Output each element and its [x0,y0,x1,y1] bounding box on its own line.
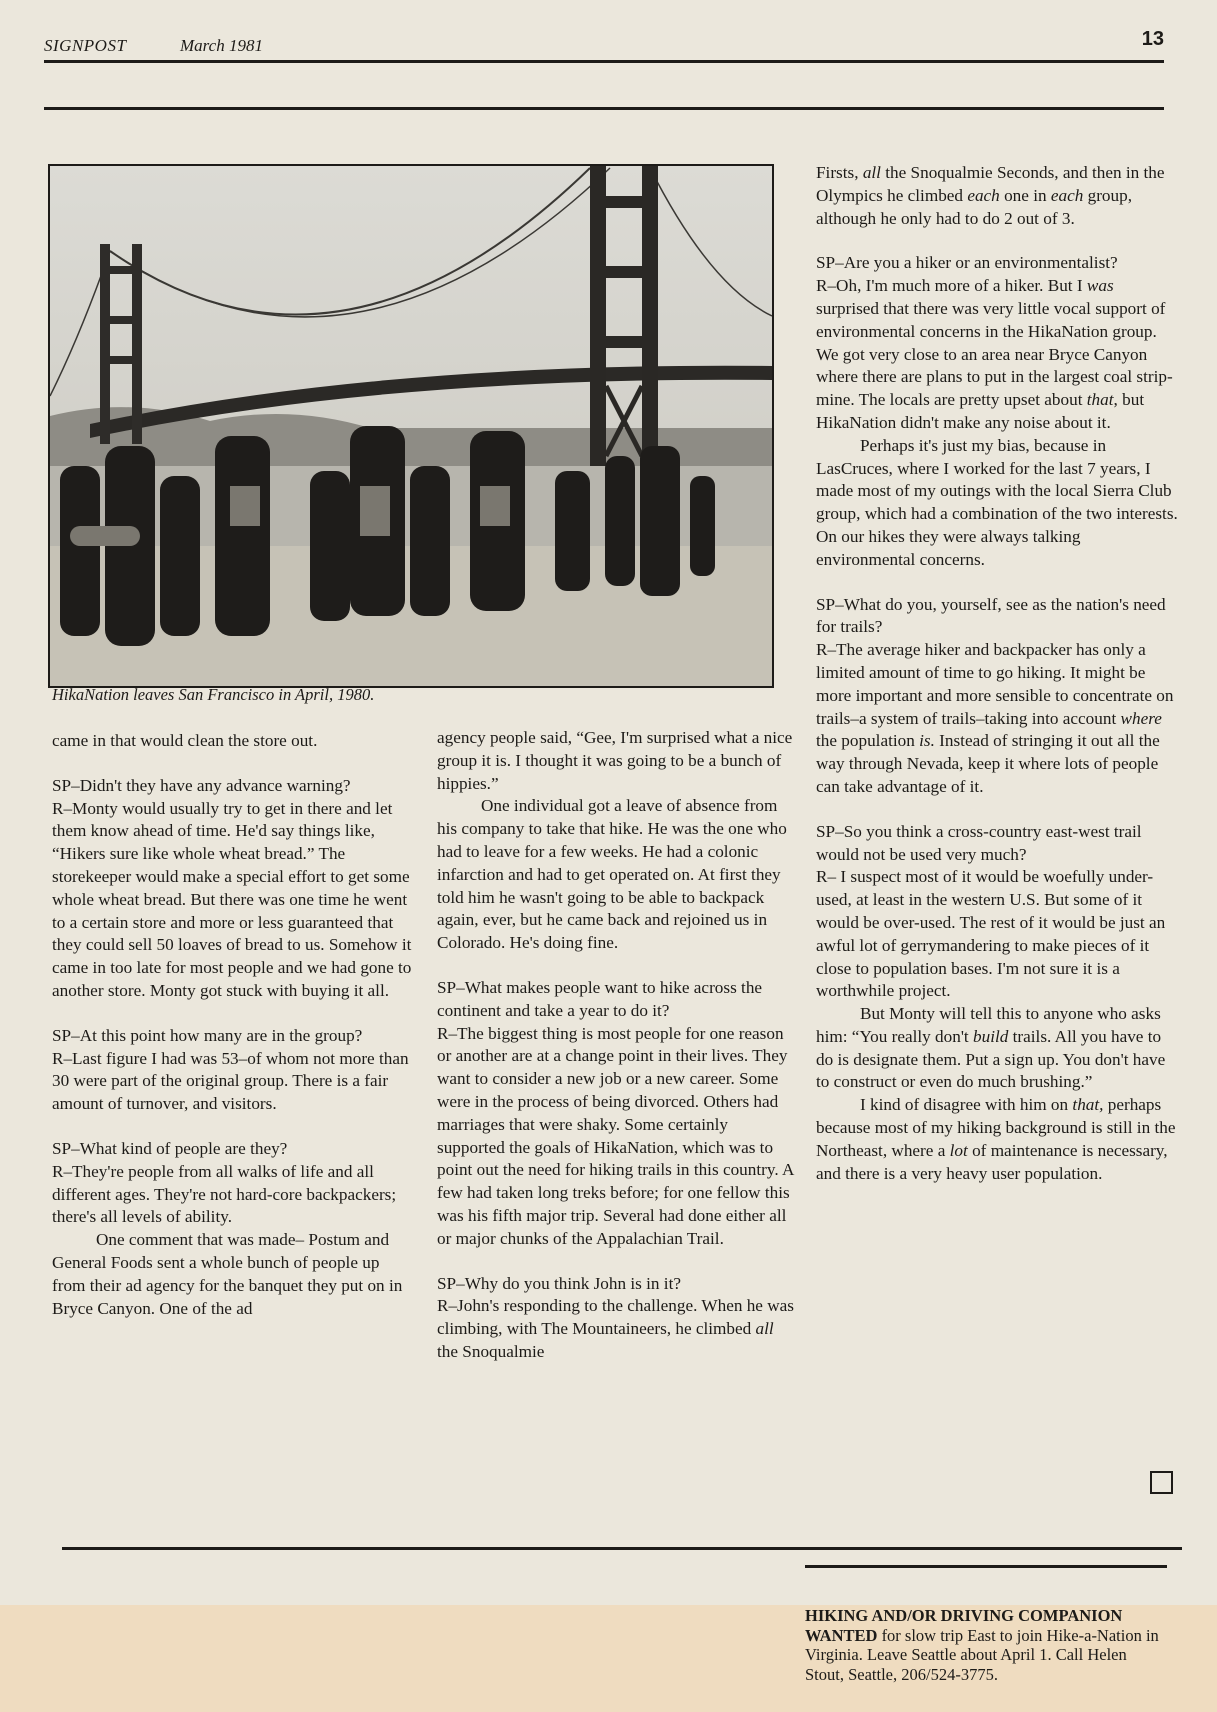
bridge-hikers-photo [48,164,774,688]
interview-question: SP–Are you a hiker or an environmentalist? R–Oh, I'm much more of a hiker. But I was surprised that there was very little vocal support of environmental concerns in the HikaNation group. We got very close to an area near Bryce Canyon where there are plans to put in the largest coal strip-mine. The locals are pretty upset about that, but HikaNation didn't make any noise about it. [816,253,1173,432]
interview-question: SP–What do you, yourself, see as the nation's need for trails? R–The average hiker and backpacker has only a limited amount of time to go hiking. It might be more important and more sensible to concentrate on trails–a system of trails–taking into account where the population is. Instead of stringing it out all the way through Nevada, keep it where lots of people can take advantage of it. [816,594,1174,796]
interview-question: SP–So you think a cross-country east-west trail would not be used very much? R– I suspect most of it would be woefully under-used, at least in the western U.S. But some of it would be over-used. The rest of it would be just an awful lot of gerrymandering to make pieces of it close to population bases. I'm not sure it is a worthwhile project. [816,821,1166,1001]
page-header [44,28,1164,63]
issue-date: March 1981 [180,36,263,55]
end-of-article-box-icon [1150,1471,1173,1494]
paragraph: Perhaps it's just my bias, because in LasCruces, where I worked for the last 7 years, I made most of my outings with the local Sierra Club group, which had a combination of the two interests. On our hikes they were always talking environmental concerns. [816,435,1178,569]
paragraph: One comment that was made– Postum and General Foods sent a whole bunch of people up from their ad agency for the banquet they put on in Bryce Canyon. One of the ad [52,1230,403,1318]
article-column-2 [437,727,795,1364]
photo-caption: HikaNation leaves San Francisco in April, 1980. [52,685,375,704]
paragraph: I kind of disagree with him on that, perhaps because most of my hiking background is still in the Northeast, where a lot of maintenance is necessary, and there is a very heavy user population. [816,1095,1176,1183]
article-column-3 [816,162,1178,1185]
article-column-1 [52,730,414,1320]
page-number: 13 [1141,28,1164,50]
interview-question: SP–At this point how many are in the group? R–Last figure I had was 53–of whom not more than 30 were part of the original group. There is a fair amount of turnover, and visitors. [52,1025,409,1114]
interview-question: SP–What makes people want to hike across the continent and take a year to do it? R–The biggest thing is most people for one reason or another are at a change point in their lives. They want to consider a new job or a new career. Some were in the process of being divorced. Others had marriages that were shaky. Some certainly supported the goals of HikaNation, which was to point out the need for hiking trails in this country. A few had taken long treks before; for one fellow this was his fifth major trip. Several had done either all or major chunks of the Appalachian Trail. [437,977,794,1248]
ad-body: for slow trip East to join Hike-a-Nation in Virginia. Leave Seattle about April 1. Call Helen Stout, Seattle, 206/524-3775. [805,1625,1159,1684]
footer-rule [62,1547,1182,1550]
paragraph: But Monty will tell this to anyone who asks him: “You really don't build trails. All you have to do is designate them. Put a sign up. You don't have to construct or even do much brushing.” [816,1004,1166,1092]
interview-question: SP–Why do you think John is in it? R–John's responding to the challenge. When he was climbing, with The Mountaineers, he climbed all the Snoqualmie [437,1273,794,1361]
interview-question: SP–Didn't they have any advance warning? R–Monty would usually try to get in there and let them know ahead of time. He'd say things like, “Hikers sure like whole wheat bread.” The storekeeper would make a special effort to get some whole wheat bread. But there was one time he went to a certain store and more or less guaranteed that they could sell 50 loaves of bread to us. Somehow it came in too late for most people and we had gone to another store. Monty got stuck with buying it all. [52,775,412,1000]
header-rule [44,107,1164,110]
ad-headline: HIKING AND/OR DRIVING COMPANION WANTED [805,1606,1123,1645]
paragraph: came in that would clean the store out. [52,731,318,750]
publication-name: SIGNPOST [44,36,127,55]
paragraph: Firsts, all the Snoqualmie Seconds, and then in the Olympics he climbed each one in each group, although he only had to do 2 out of 3. [816,163,1165,228]
paragraph: agency people said, “Gee, I'm surprised what a nice group it is. I thought it was going to be a bunch of hippies.” [437,728,793,793]
photo-illustration [50,166,772,686]
paragraph: One individual got a leave of absence from his company to take that hike. He was the one who had to leave for a few weeks. He had a colonic infarction and had to get operated on. At first they told him he wasn't going to be able to backpack again, ever, but he came back and rejoined us in Colorado. He's doing fine. [437,796,787,953]
classified-ad [805,1565,1167,1684]
interview-question: SP–What kind of people are they? R–They're people from all walks of life and all different ages. They're not hard-core backpackers; there's all levels of ability. [52,1138,397,1227]
